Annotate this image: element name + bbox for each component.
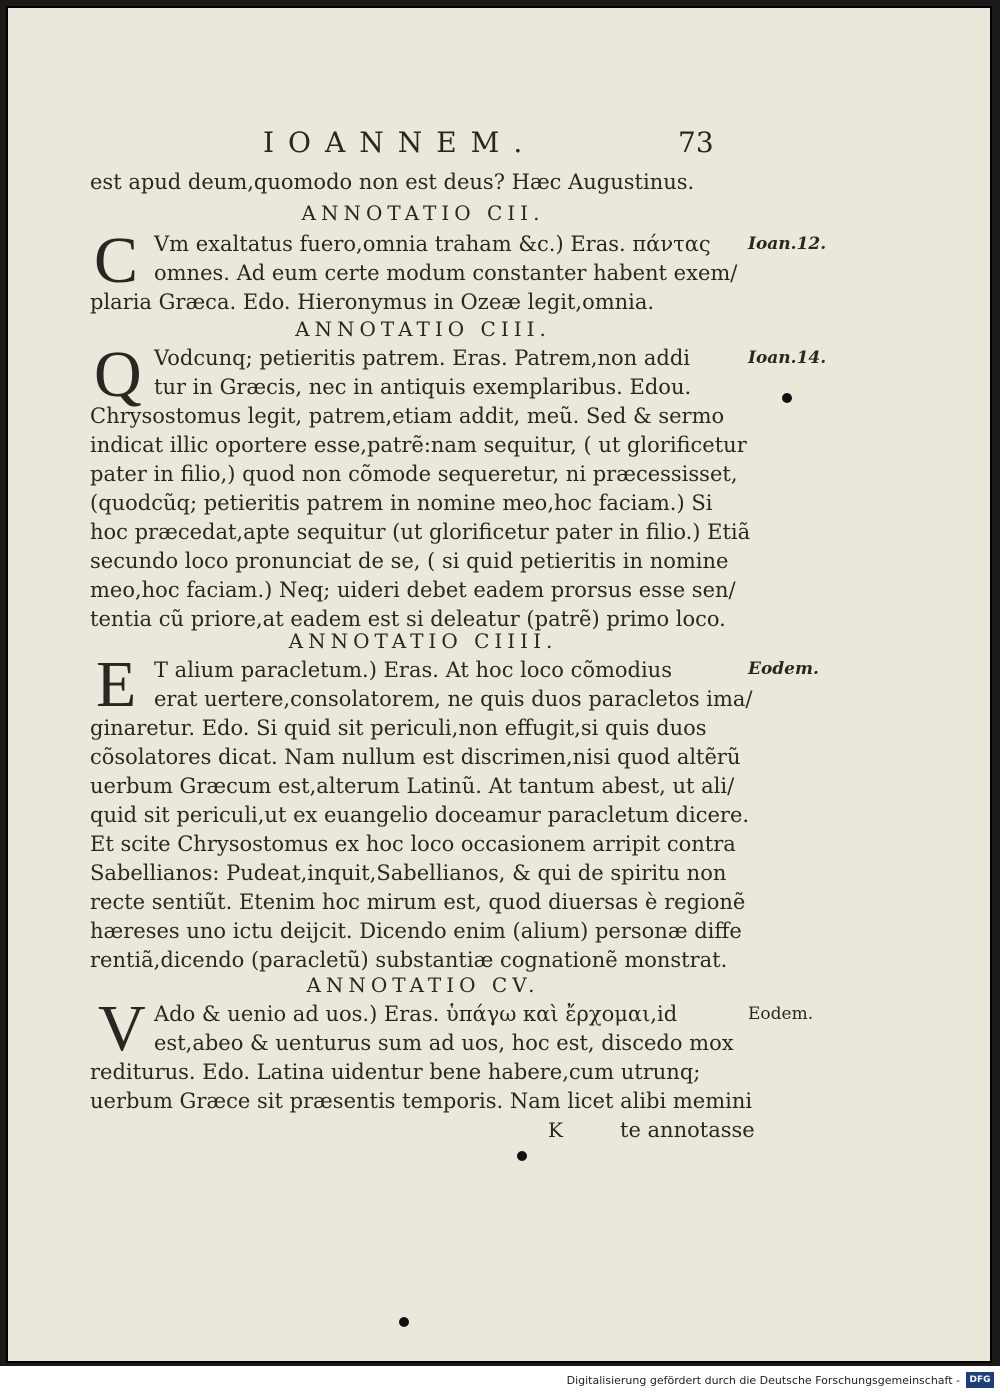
- text-line: plaria Græca. Edo. Hieronymus in Ozeæ legit,omnia.: [90, 290, 655, 314]
- text-line: T alium paracletum.) Eras. At hoc loco cõmodius: [154, 658, 672, 682]
- ink-dot: [782, 393, 792, 403]
- text-line: ginaretur. Edo. Si quid sit periculi,non effugit,si quis duos: [90, 716, 707, 740]
- margin-note: Eodem.: [748, 1004, 814, 1024]
- text-line: secundo loco pronunciat de se, ( si quid petieritis in nomine: [90, 549, 729, 573]
- text-line: hæreses uno ictu deijcit. Dicendo enim (alium) personæ diffe: [90, 919, 742, 943]
- annotation-heading: ANNOTATIO CII.: [301, 201, 545, 225]
- text-line: erat uertere,consolatorem, ne quis duos paracletos ima/: [154, 687, 753, 711]
- annotation-heading: ANNOTATIO CIIII.: [288, 629, 558, 653]
- text-line: pater in filio,) quod non cõmode sequeretur, ni præcessisset,: [90, 462, 738, 486]
- text-line: Vodcunq; petieritis patrem. Eras. Patrem,non addi: [154, 346, 690, 370]
- book-page: [6, 6, 992, 1363]
- text-line: Ado & uenio ad uos.) Eras. ὑπάγω καὶ ἔρχομαι,id: [154, 1002, 678, 1026]
- footer-credit: Digitalisierung gefördert durch die Deutsche Forschungsgemeinschaft -: [566, 1374, 960, 1387]
- text-line: est,abeo & uenturus sum ad uos, hoc est, discedo mox: [154, 1031, 734, 1055]
- text-line: meo,hoc faciam.) Neq; uideri debet eadem prorsus esse sen/: [90, 578, 736, 602]
- text-line: tentia cũ priore,at eadem est si deleatur (patrẽ) primo loco.: [90, 607, 726, 631]
- drop-cap: Q: [94, 338, 142, 411]
- text-line: Sabellianos: Pudeat,inquit,Sabellianos, & qui de spiritu non: [90, 861, 727, 885]
- text-line: tur in Græcis, nec in antiquis exemplaribus. Edou.: [154, 375, 692, 399]
- text-line: indicat illic oportere esse,patrẽ:nam sequitur, ( ut glorificetur: [90, 433, 747, 457]
- catchword: te annotasse: [620, 1118, 755, 1142]
- drop-cap: E: [96, 648, 137, 721]
- annotation-heading: ANNOTATIO CIII.: [295, 317, 551, 341]
- page-number: 73: [678, 126, 714, 159]
- text-line: rediturus. Edo. Latina uidentur bene habere,cum utrunq;: [90, 1060, 701, 1084]
- text-line: cõsolatores dicat. Nam nullum est discrimen,nisi quod altẽrũ: [90, 745, 741, 769]
- margin-note: Ioan.14.: [748, 348, 827, 368]
- signature-mark: K: [548, 1118, 563, 1142]
- ink-dot: [399, 1317, 409, 1327]
- dfg-logo: DFG: [966, 1372, 994, 1388]
- text-line: est apud deum,quomodo non est deus? Hæc Augustinus.: [90, 170, 695, 194]
- text-line: quid sit periculi,ut ex euangelio doceamur paracletum dicere.: [90, 803, 750, 827]
- text-line: omnes. Ad eum certe modum constanter habent exem/: [154, 261, 738, 285]
- page-header: [8, 126, 992, 166]
- text-line: (quodcũq; petieritis patrem in nomine meo,hoc faciam.) Si: [90, 491, 713, 515]
- text-line: uerbum Græce sit præsentis temporis. Nam licet alibi memini: [90, 1089, 753, 1113]
- drop-cap: C: [94, 224, 139, 297]
- text-line: Chrysostomus legit, patrem,etiam addit, meũ. Sed & sermo: [90, 404, 725, 428]
- annotation-heading: ANNOTATIO CV.: [306, 973, 540, 997]
- footer-bar: [0, 1366, 1000, 1395]
- text-line: uerbum Græcum est,alterum Latinũ. At tantum abest, ut ali/: [90, 774, 735, 798]
- drop-cap: V: [98, 992, 146, 1065]
- margin-note: Ioan.12.: [748, 234, 827, 254]
- margin-note: Eodem.: [748, 659, 819, 679]
- text-line: Vm exaltatus fuero,omnia traham &c.) Eras. πάντας: [154, 232, 711, 256]
- text-line: rentiã,dicendo (paracletũ) substantiæ cognationẽ monstrat.: [90, 948, 728, 972]
- text-line: Et scite Chrysostomus ex hoc loco occasionem arripit contra: [90, 832, 736, 856]
- running-title: IOANNEM.: [263, 126, 537, 159]
- text-line: hoc præcedat,apte sequitur (ut glorificetur pater in filio.) Etiã: [90, 520, 751, 544]
- ink-dot: [517, 1151, 527, 1161]
- text-line: recte sentiũt. Etenim hoc mirum est, quod diuersas è regionẽ: [90, 890, 746, 914]
